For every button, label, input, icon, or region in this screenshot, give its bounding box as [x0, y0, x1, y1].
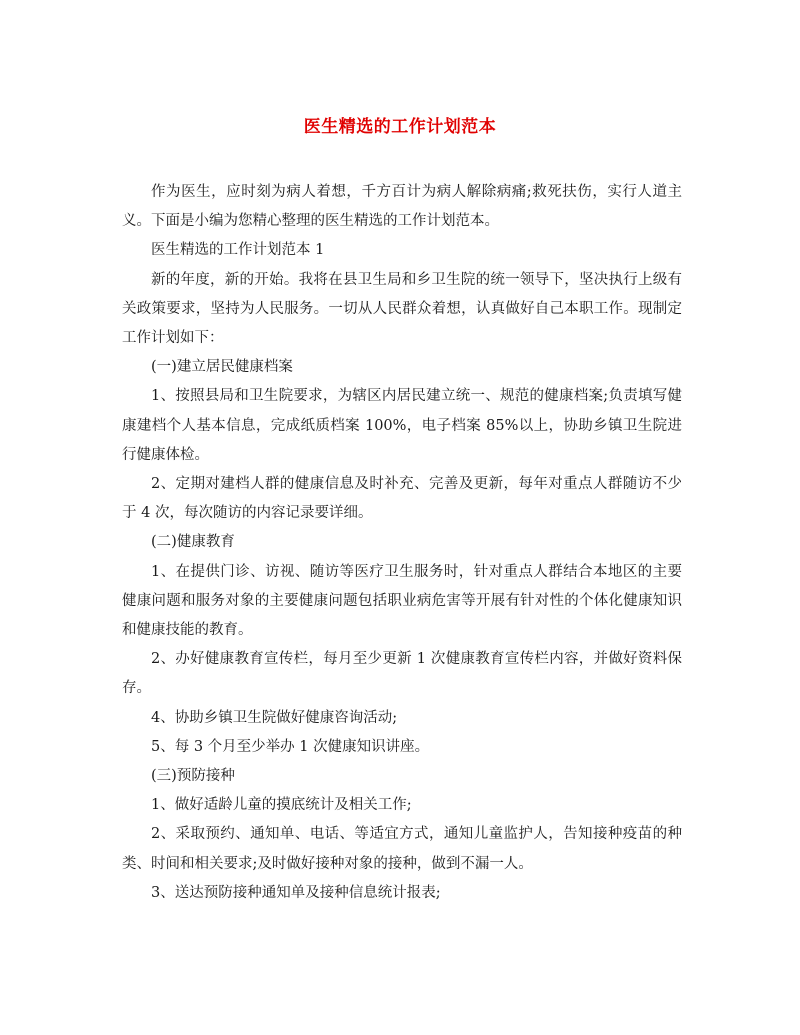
paragraph-intro: 作为医生，应时刻为病人着想，千方百计为病人解除病痛;救死扶伤，实行人道主义。下面是小编为您精心整理的医生精选的工作计划范本。: [122, 184, 682, 230]
paragraph-records-item-2: 2、定期对建档人群的健康信息及时补充、完善及更新，每年对重点人群随访不少于 4 次，每次随访的内容记录要详细。: [122, 476, 682, 522]
document-body: [122, 178, 682, 908]
paragraph-education-item-1: 1、在提供门诊、访视、随访等医疗卫生服务时，针对重点人群结合本地区的主要健康问题和服务对象的主要健康问题包括职业病危害等开展有针对性的个体化健康知识和健康技能的教育。: [122, 563, 682, 639]
paragraph-vaccination-item-3: 3、送达预防接种通知单及接种信息统计报表;: [151, 884, 441, 901]
paragraph-vaccination-item-1: 1、做好适龄儿童的摸底统计及相关工作;: [151, 797, 412, 814]
section-heading-health-records: (一)建立居民健康档案: [151, 359, 293, 376]
paragraph-education-item-5: 5、每 3 个月至少举办 1 次健康知识讲座。: [151, 738, 430, 755]
document-title: 医生精选的工作计划范本: [303, 117, 497, 137]
paragraph-heading-plan-1: 医生精选的工作计划范本 1: [151, 242, 325, 259]
section-heading-vaccination: (三)预防接种: [151, 768, 235, 785]
paragraph-plan-opening: 新的年度，新的开始。我将在县卫生局和乡卫生院的统一领导下，坚决执行上级有关政策要求，坚持为人民服务。一切从人民群众着想，认真做好自己本职工作。现制定工作计划如下：: [122, 271, 682, 347]
paragraph-records-item-1: 1、按照县局和卫生院要求，为辖区内居民建立统一、规范的健康档案;负责填写健康建档个人基本信息，完成纸质档案 100%，电子档案 85%以上，协助乡镇卫生院进行健康体检。: [122, 388, 682, 463]
paragraph-education-item-4: 4、协助乡镇卫生院做好健康咨询活动;: [151, 709, 398, 726]
paragraph-vaccination-item-2: 2、采取预约、通知单、电话、等适宜方式，通知儿童监护人，告知接种疫苗的种类、时间和相关要求;及时做好接种对象的接种，做到不漏一人。: [122, 826, 682, 872]
paragraph-education-item-2: 2、办好健康教育宣传栏，每月至少更新 1 次健康教育宣传栏内容，并做好资料保存。: [122, 651, 682, 697]
section-heading-health-education: (二)健康教育: [151, 534, 235, 551]
